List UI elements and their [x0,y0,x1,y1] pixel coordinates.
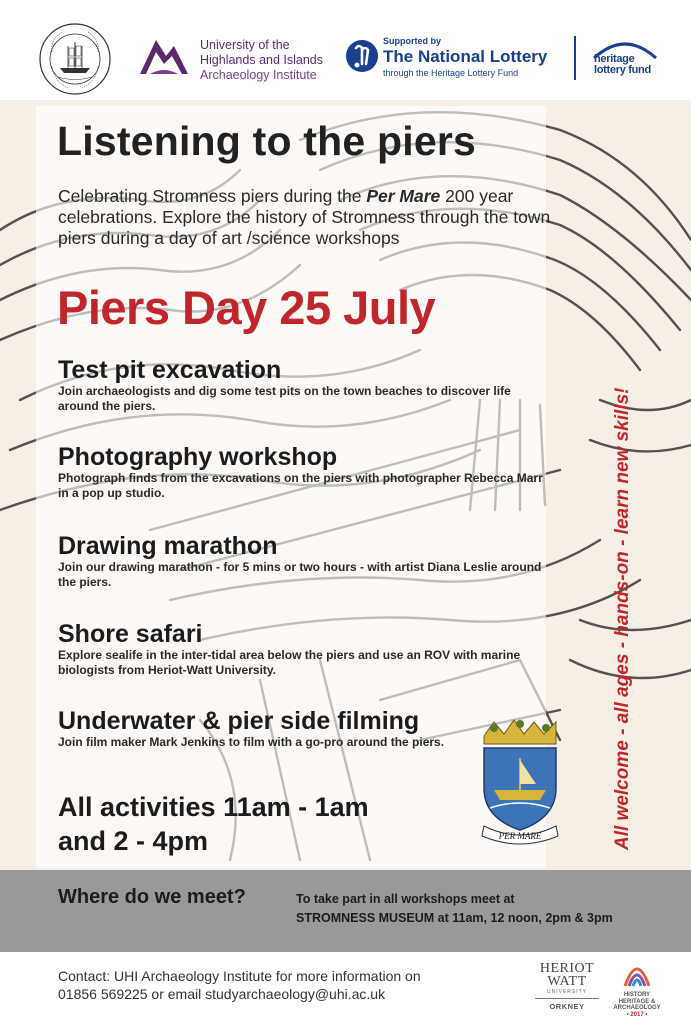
intro-text-after: 200 year celebrations. Explore the history of Stromness through the town piers during a day of art /science workshops [58,186,551,248]
activity-item [58,443,548,501]
hw-campus: ORKNEY [549,1002,585,1011]
hw-line-1: HERIOT [539,961,595,976]
contact-line-1: Contact: UHI Archaeology Institute for more information on [58,968,421,984]
activity-title: Drawing marathon [58,532,278,560]
heriot-watt-logo [532,962,602,1018]
hlf-wordmark [594,54,651,76]
hha-arches-icon [619,958,655,988]
hha-line-1: HISTORY [623,992,651,998]
lottery-supported-by: Supported by [383,36,441,46]
activity-description: Join our drawing marathon - for 5 mins or two hours - with artist Diana Leslie around the piers. [58,560,542,589]
hha-line-3: ARCHAEOLOGY [613,1005,661,1011]
vertical-tagline: All welcome - all ages - hands-on - learn new skills! [612,387,633,850]
meet-details [296,890,613,928]
uhi-line-1: University of the [200,38,290,52]
national-lottery-logo [345,34,575,84]
uhi-line-2: Highlands and Islands [200,53,323,67]
meet-line-1: To take part in all workshops meet at [296,892,515,906]
contact-line-2: 01856 569225 or email studyarchaeology@uhi.ac.uk [58,986,386,1002]
heritage-lottery-fund-logo [590,36,660,86]
lottery-through: through the Heritage Lottery Fund [383,68,519,78]
poster-title: Listening to the piers [57,118,476,164]
event-date-headline: Piers Day 25 July [57,281,436,334]
hw-line-2: WATT [547,974,587,989]
activity-times [58,790,369,858]
stromness-crest-icon [470,718,570,848]
lottery-name: The National Lottery [383,47,548,66]
meet-line-2: STROMNESS MUSEUM at 11am, 12 noon, 2pm & 3pm [296,911,613,925]
activity-description: Join archaeologists and dig some test pits on the town beaches to discover life around the piers. [58,384,511,413]
orkney-society-seal-logo [38,22,112,96]
activity-item [58,620,548,678]
activity-title: Underwater & pier side filming [58,707,420,735]
hha-line-2: HERITAGE & [618,998,656,1005]
activity-item [58,356,548,414]
activity-description: Explore sealife in the inter-tidal area below the piers and use an ROV with marine biologists from Heriot-Watt University. [58,648,521,677]
hlf-line-2: lottery fund [594,64,651,76]
activity-item [58,532,548,590]
crossed-fingers-icon [345,34,379,78]
uhi-mountain-icon [138,30,190,82]
hlf-line-1: heritage [594,53,635,65]
meet-question: Where do we meet? [58,886,246,908]
hw-university: UNIVERSITY [546,989,587,995]
uhi-line-3: Archaeology Institute [200,68,317,82]
history-heritage-archaeology-logo [610,958,664,1020]
poster-intro [58,186,578,249]
activity-title: Test pit excavation [58,356,282,384]
hha-year: • 2017 • [626,1011,648,1018]
header-logo-band [0,0,691,100]
activity-title: Shore safari [58,620,203,648]
intro-text-before: Celebrating Stromness piers during the [58,186,367,206]
uhi-archaeology-logo [138,30,338,86]
activity-description: Photograph finds from the excavations on the piers with photographer Rebecca Marr in a pop up studio. [58,471,543,500]
activity-title: Photography workshop [58,443,338,471]
uhi-wordmark [200,38,323,83]
vertical-tagline-wrap [612,240,642,850]
contact-info [58,967,421,1003]
logo-divider [574,36,576,80]
hw-divider [535,998,599,999]
activity-description: Join film maker Mark Jenkins to film with a go-pro around the piers. [58,735,445,749]
crest-motto: PER MARE [498,831,542,841]
intro-per-mare: Per Mare [366,186,441,206]
times-line-2: and 2 - 4pm [58,826,209,856]
activity-item [58,707,458,750]
times-line-1: All activities 11am - 1am [58,792,369,822]
